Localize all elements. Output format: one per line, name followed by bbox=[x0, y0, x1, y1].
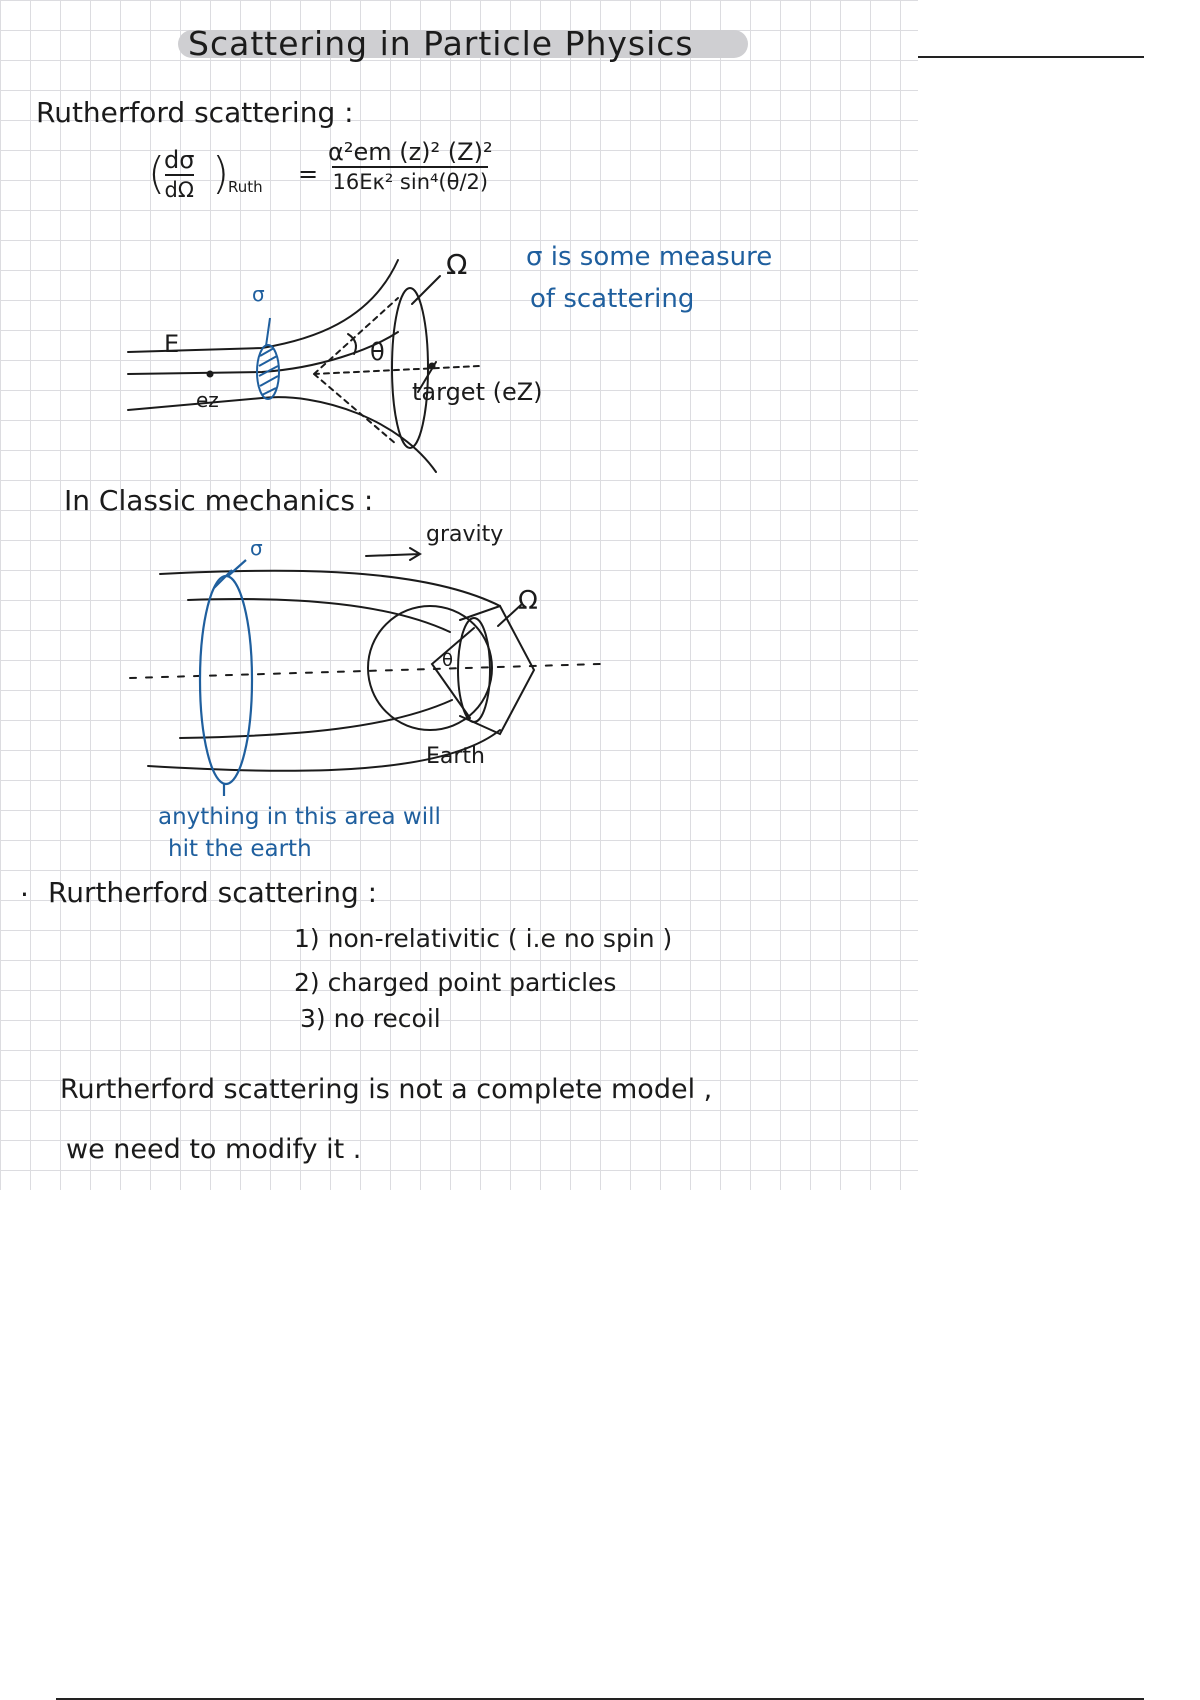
area-note-line1: anything in this area will bbox=[158, 804, 441, 830]
conclusion-line1: Rurtherford scattering is not a complete model , bbox=[60, 1074, 713, 1105]
diagram1-sigma-label: σ bbox=[252, 282, 265, 306]
formula-lhs-num: dσ bbox=[164, 146, 195, 174]
formula-lhs-sub: Ruth bbox=[228, 178, 263, 196]
diagram2-sigma-label: σ bbox=[250, 536, 263, 560]
orbit-upper-2 bbox=[188, 599, 450, 632]
assumption-item: 3) no recoil bbox=[300, 1004, 441, 1033]
sigma-tick bbox=[214, 560, 246, 588]
sigma-note-line2: of scattering bbox=[530, 284, 695, 314]
formula-denominator: 16Eκ² sin⁴(θ/2) bbox=[332, 166, 488, 194]
formula-equals: = bbox=[298, 160, 319, 188]
cross-section-ring bbox=[200, 576, 252, 784]
page-title: Scattering in Particle Physics bbox=[188, 24, 694, 63]
theta-wedge bbox=[432, 628, 474, 718]
conclusion-line2: we need to modify it . bbox=[66, 1134, 362, 1165]
assumption-item: 1) non-relativitic ( i.e no spin ) bbox=[294, 924, 673, 953]
diagram1-theta-label: θ bbox=[370, 338, 385, 366]
diagram2-omega-label: Ω bbox=[518, 586, 538, 616]
rutherford-assumptions-heading: Rurtherford scattering : bbox=[48, 876, 378, 909]
sigma-note-line1: σ is some measure bbox=[526, 242, 773, 272]
formula-numerator: α²em (z)² (Z)² bbox=[328, 138, 493, 166]
rutherford-heading: Rutherford scattering : bbox=[36, 96, 354, 129]
formula-lhs-den: dΩ bbox=[165, 174, 194, 202]
classic-mechanics-heading: In Classic mechanics : bbox=[64, 484, 374, 517]
diagram2-theta-label: θ bbox=[442, 650, 454, 671]
gravity-arrow bbox=[366, 548, 420, 560]
diagram2-gravity-label: gravity bbox=[426, 522, 504, 547]
formula-close-paren: ) bbox=[212, 148, 230, 199]
area-note-line2: hit the earth bbox=[168, 836, 312, 862]
assumption-item: 2) charged point particles bbox=[294, 968, 617, 997]
diagram1-omega-label: Ω bbox=[446, 248, 468, 281]
formula-open-paren: ( bbox=[148, 148, 166, 199]
diagram1-charge-label: ez bbox=[196, 388, 219, 412]
diagram1-energy-label: E bbox=[164, 330, 180, 358]
diagram2-earth-label: Earth bbox=[426, 744, 485, 769]
orbit-lower-2 bbox=[180, 700, 452, 738]
diagram1-target-label: target (eZ) bbox=[412, 378, 543, 406]
orbit-upper-1 bbox=[160, 571, 500, 606]
bullet-dot: · bbox=[20, 878, 29, 911]
